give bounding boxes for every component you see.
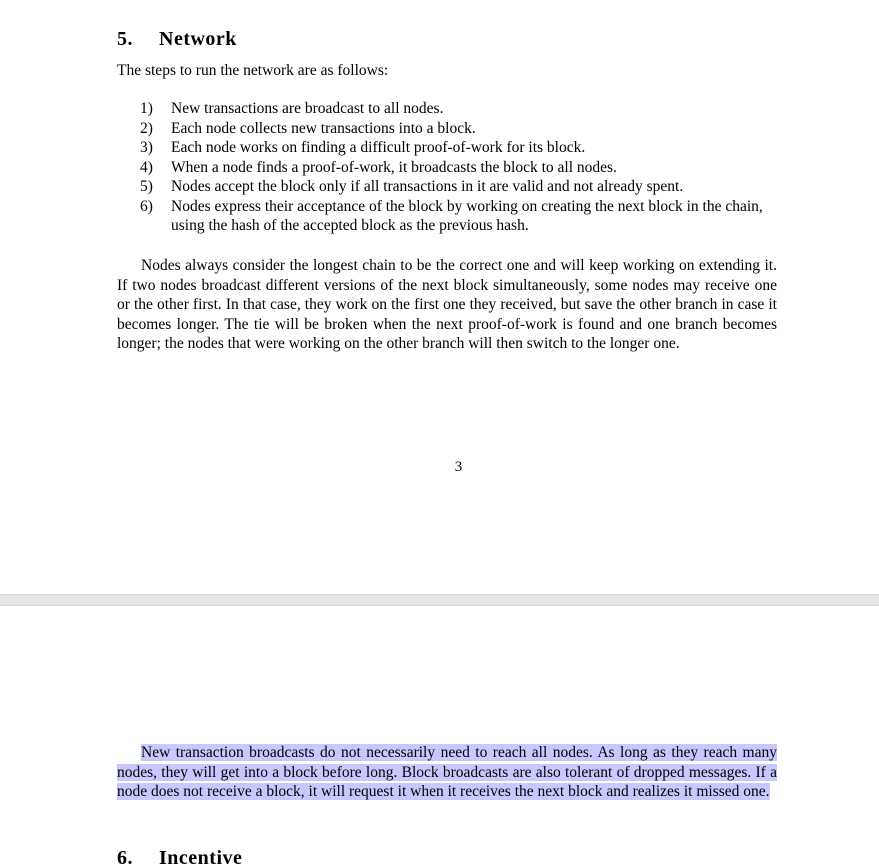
document-page-4 [0, 606, 879, 868]
page-separator [0, 594, 879, 606]
list-item [140, 99, 777, 119]
list-item-number: 1) [140, 100, 153, 117]
list-item [140, 158, 777, 178]
list-item-number: 5) [140, 178, 153, 195]
section-title: Network [159, 28, 237, 50]
list-item [140, 138, 777, 158]
steps-list [140, 99, 777, 236]
section-number: 5. [117, 28, 133, 50]
section-title: Incentive [159, 847, 243, 868]
list-item-text: Each node works on finding a difficult proof-of-work for its block. [171, 139, 586, 156]
section-5-heading [117, 27, 777, 51]
list-item-number: 2) [140, 119, 153, 137]
list-item-text: New transactions are broadcast to all nodes. [171, 100, 444, 117]
list-item-text: When a node finds a proof-of-work, it broadcasts the block to all nodes. [171, 158, 617, 176]
intro-text: The steps to run the network are as follows: [117, 62, 389, 79]
list-item [140, 197, 777, 236]
list-item-text: Each node collects new transactions into a block. [171, 119, 476, 137]
section-6-heading [117, 846, 777, 868]
text-selection[interactable]: New transaction broadcasts do not necessarily need to reach all nodes. As long as they reach many nodes, they will get into a block before long. Block broadcasts are also tolerant of dropped messages. If a node does not receive a block, it will request it when it receives the next block and realizes it missed one. [117, 744, 777, 800]
page-number: 3 [454, 459, 463, 475]
list-item-text: Nodes express their acceptance of the block by working on creating the next block in the chain, using the hash of the accepted block as the previous hash. [171, 197, 763, 234]
list-item [140, 119, 777, 139]
section-number: 6. [117, 847, 133, 868]
selected-paragraph[interactable] [117, 743, 777, 802]
list-item [140, 177, 777, 197]
list-item-number: 3) [140, 139, 153, 156]
list-item-number: 6) [140, 197, 153, 215]
list-item-text: Nodes accept the block only if all transactions in it are valid and not already spent. [171, 178, 684, 195]
body-paragraph: Nodes always consider the longest chain to be the correct one and will keep working on extending it. If two nodes broadcast different versions of the next block simultaneously, some nodes may receive one or the other first. In that case, they work on the first one they received, but save the other branch in case it becomes longer. The tie will be broken when the next proof-of-work is found and one branch becomes longer; the nodes that were working on the other branch will then switch to the longer one. [117, 257, 777, 352]
list-item-number: 4) [140, 158, 153, 176]
